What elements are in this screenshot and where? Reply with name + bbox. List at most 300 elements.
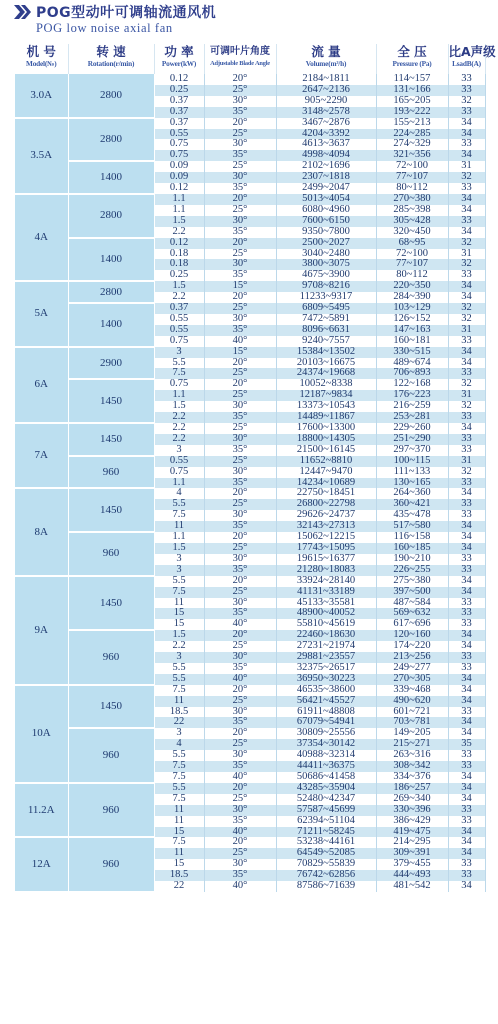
cell-pressure: 517~580: [376, 521, 448, 532]
cell-volume: 43285~35904: [276, 783, 376, 794]
cell-power: 4: [154, 488, 204, 499]
cell-pressure: 360~421: [376, 499, 448, 510]
cell-power: 7.5: [154, 761, 204, 772]
cell-power: 0.25: [154, 85, 204, 96]
cell-rotation: 1450: [68, 379, 154, 423]
page-subtitle: POG low noise axial fan: [36, 21, 173, 35]
cell-pressure: 275~380: [376, 576, 448, 587]
cell-pressure: 490~620: [376, 696, 448, 707]
table-row: [15, 456, 485, 467]
cell-blade-angle: 20°: [204, 238, 276, 249]
cell-pressure: 263~316: [376, 750, 448, 761]
cell-pressure: 213~256: [376, 652, 448, 663]
cell-blade-angle: 25°: [204, 129, 276, 140]
cell-model: 7A: [15, 423, 68, 488]
cell-pressure: 435~478: [376, 510, 448, 521]
cell-power: 0.25: [154, 270, 204, 281]
cell-blade-angle: 20°: [204, 358, 276, 369]
cell-blade-angle: 25°: [204, 205, 276, 216]
cell-rotation: 960: [68, 456, 154, 489]
cell-volume: 37354~30142: [276, 739, 376, 750]
cell-noise: 34: [448, 205, 485, 216]
cell-volume: 2102~1696: [276, 161, 376, 172]
cell-blade-angle: 20°: [204, 837, 276, 848]
cell-blade-angle: 40°: [204, 827, 276, 838]
col-header-label: 全 压: [397, 44, 427, 59]
cell-blade-angle: 35°: [204, 183, 276, 194]
col-header-blade-angle: [204, 44, 276, 74]
col-header-sub: Pressure (Pa): [392, 59, 432, 68]
cell-pressure: 114~157: [376, 74, 448, 85]
col-header-volume: [276, 44, 376, 74]
cell-power: 1.1: [154, 532, 204, 543]
cell-power: 11: [154, 521, 204, 532]
cell-noise: 32: [448, 401, 485, 412]
cell-pressure: 569~632: [376, 608, 448, 619]
cell-blade-angle: 35°: [204, 325, 276, 336]
cell-power: 2.2: [154, 434, 204, 445]
cell-model: 3.0A: [15, 74, 68, 118]
cell-volume: 27231~21974: [276, 641, 376, 652]
cell-noise: 31: [448, 456, 485, 467]
cell-noise: 34: [448, 881, 485, 892]
cell-power: 7.5: [154, 587, 204, 598]
cell-blade-angle: 30°: [204, 172, 276, 183]
cell-pressure: 249~277: [376, 663, 448, 674]
cell-power: 7.5: [154, 685, 204, 696]
cell-pressure: 320~450: [376, 227, 448, 238]
cell-volume: 3040~2480: [276, 249, 376, 260]
cell-power: 0.18: [154, 249, 204, 260]
col-header-power: [154, 44, 204, 74]
cell-power: 7.5: [154, 510, 204, 521]
col-header-label: 流 量: [311, 44, 341, 59]
cell-noise: 33: [448, 74, 485, 85]
cell-blade-angle: 35°: [204, 816, 276, 827]
cell-noise: 33: [448, 750, 485, 761]
cell-noise: 33: [448, 870, 485, 881]
cell-pressure: 160~181: [376, 336, 448, 347]
col-header-label: 比A声级: [448, 44, 496, 59]
cell-power: 7.5: [154, 837, 204, 848]
cell-pressure: 216~259: [376, 401, 448, 412]
cell-noise: 34: [448, 292, 485, 303]
cell-blade-angle: 35°: [204, 521, 276, 532]
cell-noise: 34: [448, 674, 485, 685]
cell-blade-angle: 25°: [204, 587, 276, 598]
cell-blade-angle: 20°: [204, 194, 276, 205]
cell-blade-angle: 20°: [204, 292, 276, 303]
cell-blade-angle: 30°: [204, 707, 276, 718]
cell-volume: 8096~6631: [276, 325, 376, 336]
cell-volume: 9350~7800: [276, 227, 376, 238]
cell-power: 11: [154, 598, 204, 609]
cell-noise: 33: [448, 336, 485, 347]
cell-blade-angle: 40°: [204, 674, 276, 685]
cell-volume: 12187~9834: [276, 390, 376, 401]
cell-blade-angle: 30°: [204, 598, 276, 609]
cell-power: 3: [154, 652, 204, 663]
cell-power: 4: [154, 739, 204, 750]
cell-blade-angle: 20°: [204, 685, 276, 696]
cell-pressure: 269~340: [376, 794, 448, 805]
cell-pressure: 131~166: [376, 85, 448, 96]
cell-noise: 33: [448, 663, 485, 674]
cell-volume: 32143~27313: [276, 521, 376, 532]
cell-pressure: 297~370: [376, 445, 448, 456]
cell-power: 3: [154, 565, 204, 576]
cell-pressure: 77~107: [376, 259, 448, 270]
cell-power: 1.1: [154, 205, 204, 216]
cell-blade-angle: 35°: [204, 445, 276, 456]
cell-noise: 34: [448, 423, 485, 434]
cell-power: 0.55: [154, 325, 204, 336]
cell-volume: 14489~11867: [276, 412, 376, 423]
cell-pressure: 253~281: [376, 412, 448, 423]
cell-volume: 61911~48808: [276, 707, 376, 718]
cell-volume: 9240~7557: [276, 336, 376, 347]
cell-noise: 31: [448, 249, 485, 260]
cell-blade-angle: 30°: [204, 805, 276, 816]
cell-noise: 33: [448, 107, 485, 118]
cell-model: 12A: [15, 837, 68, 892]
cell-noise: 33: [448, 478, 485, 489]
cell-blade-angle: 20°: [204, 532, 276, 543]
cell-blade-angle: 20°: [204, 488, 276, 499]
cell-blade-angle: 20°: [204, 630, 276, 641]
cell-power: 3: [154, 728, 204, 739]
cell-volume: 9708~8216: [276, 281, 376, 292]
cell-power: 1.5: [154, 401, 204, 412]
cell-power: 0.18: [154, 259, 204, 270]
cell-noise: 34: [448, 641, 485, 652]
cell-pressure: 80~112: [376, 270, 448, 281]
cell-power: 11: [154, 816, 204, 827]
cell-noise: 34: [448, 118, 485, 129]
cell-model: 6A: [15, 347, 68, 423]
cell-pressure: 489~674: [376, 358, 448, 369]
cell-noise: 33: [448, 412, 485, 423]
cell-volume: 17600~13300: [276, 423, 376, 434]
cell-power: 1.5: [154, 216, 204, 227]
cell-power: 3: [154, 445, 204, 456]
cell-power: 15: [154, 608, 204, 619]
cell-noise: 32: [448, 303, 485, 314]
cell-blade-angle: 15°: [204, 347, 276, 358]
cell-power: 0.75: [154, 379, 204, 390]
cell-volume: 64549~52085: [276, 848, 376, 859]
cell-power: 7.5: [154, 772, 204, 783]
cell-volume: 21280~18083: [276, 565, 376, 576]
cell-blade-angle: 30°: [204, 652, 276, 663]
cell-power: 2.2: [154, 641, 204, 652]
cell-noise: 33: [448, 652, 485, 663]
cell-power: 18.5: [154, 707, 204, 718]
cell-blade-angle: 30°: [204, 510, 276, 521]
col-header-label: 机 号: [26, 44, 56, 59]
cell-power: 0.55: [154, 456, 204, 467]
cell-power: 2.2: [154, 423, 204, 434]
cell-pressure: 419~475: [376, 827, 448, 838]
cell-blade-angle: 30°: [204, 401, 276, 412]
cell-noise: 34: [448, 772, 485, 783]
cell-noise: 35: [448, 739, 485, 750]
cell-noise: 33: [448, 816, 485, 827]
cell-power: 0.37: [154, 118, 204, 129]
cell-volume: 905~2290: [276, 96, 376, 107]
cell-noise: 34: [448, 827, 485, 838]
cell-power: 0.75: [154, 336, 204, 347]
cell-blade-angle: 25°: [204, 85, 276, 96]
cell-blade-angle: 25°: [204, 848, 276, 859]
cell-noise: 33: [448, 183, 485, 194]
cell-noise: 34: [448, 576, 485, 587]
cell-power: 22: [154, 881, 204, 892]
cell-noise: 32: [448, 259, 485, 270]
cell-volume: 13373~10543: [276, 401, 376, 412]
cell-volume: 22750~18451: [276, 488, 376, 499]
cell-blade-angle: 30°: [204, 96, 276, 107]
cell-power: 5.5: [154, 674, 204, 685]
cell-volume: 2500~2027: [276, 238, 376, 249]
cell-power: 1.1: [154, 390, 204, 401]
cell-power: 5.5: [154, 576, 204, 587]
cell-pressure: 274~329: [376, 139, 448, 150]
cell-pressure: 264~360: [376, 488, 448, 499]
cell-model: 4A: [15, 194, 68, 281]
cell-noise: 34: [448, 521, 485, 532]
cell-pressure: 285~398: [376, 205, 448, 216]
cell-noise: 33: [448, 707, 485, 718]
cell-power: 0.37: [154, 107, 204, 118]
cell-noise: 33: [448, 445, 485, 456]
cell-volume: 56421~45527: [276, 696, 376, 707]
cell-pressure: 111~133: [376, 467, 448, 478]
col-header-label: 功 率: [164, 44, 194, 59]
cell-volume: 44411~36375: [276, 761, 376, 772]
cell-blade-angle: 25°: [204, 456, 276, 467]
cell-noise: 31: [448, 325, 485, 336]
cell-volume: 26800~22798: [276, 499, 376, 510]
cell-noise: 33: [448, 619, 485, 630]
cell-noise: 34: [448, 227, 485, 238]
cell-power: 0.09: [154, 161, 204, 172]
cell-pressure: 339~468: [376, 685, 448, 696]
cell-volume: 53238~44161: [276, 837, 376, 848]
cell-pressure: 130~165: [376, 478, 448, 489]
cell-pressure: 226~255: [376, 565, 448, 576]
cell-rotation: 1450: [68, 685, 154, 729]
cell-pressure: 100~115: [376, 456, 448, 467]
col-header-sub: Volume(m³/h): [305, 59, 347, 68]
cell-pressure: 174~220: [376, 641, 448, 652]
cell-power: 11: [154, 848, 204, 859]
cell-power: 1.5: [154, 543, 204, 554]
cell-rotation: 1400: [68, 303, 154, 347]
cell-power: 15: [154, 859, 204, 870]
cell-power: 0.37: [154, 303, 204, 314]
cell-volume: 21500~16145: [276, 445, 376, 456]
cell-pressure: 617~696: [376, 619, 448, 630]
cell-blade-angle: 35°: [204, 608, 276, 619]
col-header-sub: Model(№): [26, 59, 57, 68]
cell-blade-angle: 30°: [204, 467, 276, 478]
cell-rotation: 1450: [68, 576, 154, 631]
table-body: [15, 74, 485, 892]
cell-power: 0.55: [154, 314, 204, 325]
cell-pressure: 397~500: [376, 587, 448, 598]
cell-volume: 10052~8338: [276, 379, 376, 390]
cell-volume: 67079~54941: [276, 717, 376, 728]
cell-rotation: 2900: [68, 347, 154, 380]
cell-blade-angle: 30°: [204, 259, 276, 270]
cell-volume: 11652~8810: [276, 456, 376, 467]
cell-blade-angle: 25°: [204, 249, 276, 260]
cell-power: 3: [154, 347, 204, 358]
cell-volume: 2184~1811: [276, 74, 376, 85]
cell-blade-angle: 25°: [204, 739, 276, 750]
cell-volume: 70829~55839: [276, 859, 376, 870]
cell-noise: 33: [448, 565, 485, 576]
cell-blade-angle: 35°: [204, 107, 276, 118]
cell-volume: 50686~41458: [276, 772, 376, 783]
cell-pressure: 229~260: [376, 423, 448, 434]
cell-volume: 48900~40052: [276, 608, 376, 619]
cell-blade-angle: 30°: [204, 434, 276, 445]
col-header-sub: Rotation(r/min): [87, 59, 135, 68]
cell-rotation: 960: [68, 728, 154, 783]
cell-noise: 33: [448, 608, 485, 619]
cell-blade-angle: 30°: [204, 216, 276, 227]
col-header-rotation: [68, 44, 154, 74]
cell-volume: 18800~14305: [276, 434, 376, 445]
cell-rotation: 960: [68, 837, 154, 892]
cell-noise: 34: [448, 848, 485, 859]
cell-blade-angle: 20°: [204, 74, 276, 85]
cell-power: 15: [154, 619, 204, 630]
cell-noise: 34: [448, 728, 485, 739]
table-row: [15, 118, 485, 129]
cell-model: 9A: [15, 576, 68, 685]
cell-power: 5.5: [154, 783, 204, 794]
cell-pressure: 215~271: [376, 739, 448, 750]
cell-noise: 34: [448, 532, 485, 543]
cell-volume: 29626~24737: [276, 510, 376, 521]
cell-blade-angle: 35°: [204, 150, 276, 161]
cell-power: 18.5: [154, 870, 204, 881]
cell-blade-angle: 35°: [204, 663, 276, 674]
cell-volume: 2647~2136: [276, 85, 376, 96]
cell-pressure: 80~112: [376, 183, 448, 194]
cell-volume: 45133~35581: [276, 598, 376, 609]
cell-noise: 33: [448, 85, 485, 96]
cell-rotation: 1450: [68, 423, 154, 456]
cell-power: 5.5: [154, 499, 204, 510]
cell-blade-angle: 35°: [204, 270, 276, 281]
cell-blade-angle: 30°: [204, 554, 276, 565]
cell-volume: 33924~28140: [276, 576, 376, 587]
cell-pressure: 386~429: [376, 816, 448, 827]
cell-noise: 34: [448, 194, 485, 205]
cell-pressure: 330~515: [376, 347, 448, 358]
cell-power: 3: [154, 554, 204, 565]
cell-volume: 22460~18630: [276, 630, 376, 641]
col-header-label: 可调叶片角度: [210, 46, 270, 57]
table-header-row: [15, 44, 485, 74]
cell-volume: 36950~30223: [276, 674, 376, 685]
cell-rotation: 960: [68, 532, 154, 576]
cell-noise: 34: [448, 717, 485, 728]
cell-blade-angle: 25°: [204, 423, 276, 434]
cell-noise: 33: [448, 510, 485, 521]
cell-noise: 32: [448, 238, 485, 249]
cell-power: 0.75: [154, 150, 204, 161]
cell-pressure: 186~257: [376, 783, 448, 794]
cell-volume: 57587~45699: [276, 805, 376, 816]
col-header-label: 转 速: [96, 44, 126, 59]
cell-noise: 33: [448, 859, 485, 870]
cell-power: 7.5: [154, 368, 204, 379]
cell-noise: 33: [448, 598, 485, 609]
cell-pressure: 251~290: [376, 434, 448, 445]
cell-noise: 31: [448, 390, 485, 401]
cell-power: 0.75: [154, 139, 204, 150]
cell-pressure: 481~542: [376, 881, 448, 892]
cell-model: 5A: [15, 281, 68, 346]
cell-volume: 4998~4094: [276, 150, 376, 161]
cell-volume: 3467~2876: [276, 118, 376, 129]
cell-pressure: 309~391: [376, 848, 448, 859]
cell-volume: 6809~5495: [276, 303, 376, 314]
col-header-sub: Power(kW): [161, 59, 197, 68]
cell-volume: 76742~62856: [276, 870, 376, 881]
page-header: [14, 2, 484, 40]
cell-blade-angle: 20°: [204, 728, 276, 739]
cell-noise: 34: [448, 783, 485, 794]
cell-volume: 3800~3075: [276, 259, 376, 270]
cell-volume: 62394~51104: [276, 816, 376, 827]
cell-noise: 33: [448, 216, 485, 227]
cell-blade-angle: 25°: [204, 390, 276, 401]
cell-rotation: 2800: [68, 118, 154, 162]
cell-pressure: 270~305: [376, 674, 448, 685]
cell-blade-angle: 30°: [204, 314, 276, 325]
cell-volume: 2307~1818: [276, 172, 376, 183]
cell-blade-angle: 25°: [204, 641, 276, 652]
cell-pressure: 68~95: [376, 238, 448, 249]
cell-pressure: 103~129: [376, 303, 448, 314]
cell-volume: 17743~15095: [276, 543, 376, 554]
cell-noise: 34: [448, 794, 485, 805]
cell-blade-angle: 35°: [204, 227, 276, 238]
cell-volume: 12447~9470: [276, 467, 376, 478]
cell-power: 11: [154, 696, 204, 707]
cell-rotation: 960: [68, 630, 154, 685]
cell-rotation: 2800: [68, 194, 154, 238]
cell-power: 2.2: [154, 412, 204, 423]
col-header-model: [15, 44, 68, 74]
cell-pressure: 77~107: [376, 172, 448, 183]
double-chevron-icon: [14, 5, 32, 19]
cell-blade-angle: 30°: [204, 139, 276, 150]
cell-noise: 33: [448, 805, 485, 816]
cell-volume: 4675~3900: [276, 270, 376, 281]
cell-blade-angle: 20°: [204, 783, 276, 794]
cell-blade-angle: 35°: [204, 565, 276, 576]
cell-pressure: 706~893: [376, 368, 448, 379]
cell-pressure: 321~356: [376, 150, 448, 161]
cell-pressure: 601~721: [376, 707, 448, 718]
